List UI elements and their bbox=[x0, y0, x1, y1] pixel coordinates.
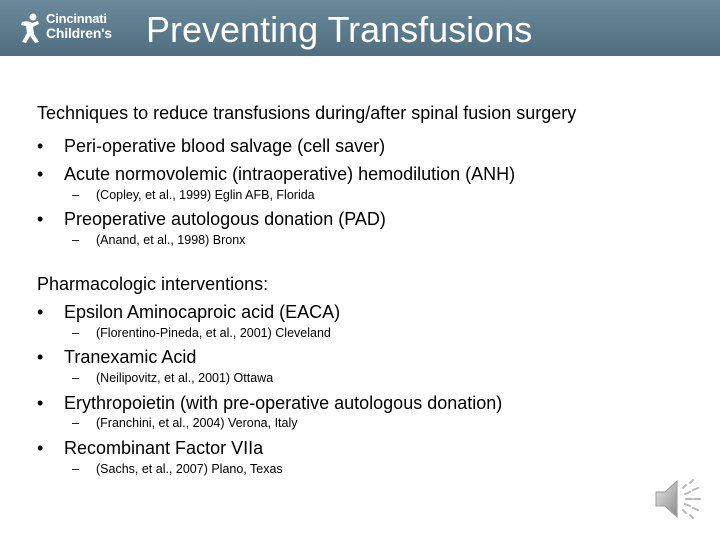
bullet-factor-viia bbox=[37, 438, 263, 459]
bullet-text: Acute normovolemic (intraoperative) hemodilution (ANH) bbox=[64, 164, 516, 184]
sub-bullet-franchini bbox=[72, 416, 298, 430]
bullet-marker: • bbox=[37, 438, 44, 458]
sub-bullet-anand bbox=[72, 233, 245, 247]
sub-bullet-florentino bbox=[72, 326, 331, 340]
section1-heading: Techniques to reduce transfusions during/after spinal fusion surgery bbox=[37, 103, 577, 123]
bullet-pad bbox=[37, 209, 386, 230]
sub-bullet-text: (Copley, et al., 1999) Eglin AFB, Florida bbox=[96, 188, 315, 202]
section2-heading: Pharmacologic interventions: bbox=[37, 274, 269, 294]
sub-bullet-text: (Sachs, et al., 2007) Plano, Texas bbox=[96, 462, 283, 476]
logo-text-line1: Cincinnati bbox=[46, 11, 107, 26]
bullet-tranexamic bbox=[37, 347, 196, 368]
sub-bullet-text: (Florentino-Pineda, et al., 2001) Cleveland bbox=[96, 326, 331, 340]
sub-bullet-sachs bbox=[72, 462, 283, 476]
bullet-marker: • bbox=[37, 393, 44, 413]
dash-marker: – bbox=[72, 188, 79, 202]
logo-text-line2: Children's bbox=[46, 25, 112, 41]
bullet-marker: • bbox=[37, 302, 44, 322]
dash-marker: – bbox=[72, 326, 79, 340]
bullet-marker: • bbox=[37, 136, 44, 156]
sub-bullet-text: (Franchini, et al., 2004) Verona, Italy bbox=[96, 416, 298, 430]
bullet-text: Preoperative autologous donation (PAD) bbox=[64, 209, 386, 229]
bullet-marker: • bbox=[37, 347, 44, 367]
speaker-icon[interactable] bbox=[652, 474, 704, 524]
bullet-cell-saver bbox=[37, 136, 385, 157]
sub-bullet-text: (Anand, et al., 1998) Bronx bbox=[96, 233, 246, 247]
bullet-marker: • bbox=[37, 209, 44, 229]
sub-bullet-copley bbox=[72, 188, 315, 202]
dash-marker: – bbox=[72, 416, 79, 430]
bullet-anh bbox=[37, 164, 515, 185]
bullet-erythropoietin bbox=[37, 393, 502, 414]
sub-bullet-text: (Neilipovitz, et al., 2001) Ottawa bbox=[96, 371, 274, 385]
sub-bullet-neilipovitz bbox=[72, 371, 273, 385]
bullet-text: Tranexamic Acid bbox=[64, 347, 197, 367]
dash-marker: – bbox=[72, 462, 79, 476]
bullet-text: Recombinant Factor VIIa bbox=[64, 438, 264, 458]
dash-marker: – bbox=[72, 233, 79, 247]
dash-marker: – bbox=[72, 371, 79, 385]
bullet-text: Epsilon Aminocaproic acid (EACA) bbox=[64, 302, 341, 322]
bullet-text: Peri-operative blood salvage (cell saver) bbox=[64, 136, 386, 156]
slide-title: Preventing Transfusions bbox=[146, 9, 533, 50]
bullet-marker: • bbox=[37, 164, 44, 184]
bullet-eaca bbox=[37, 302, 340, 323]
bullet-text: Erythropoietin (with pre-operative autologous donation) bbox=[64, 393, 503, 413]
